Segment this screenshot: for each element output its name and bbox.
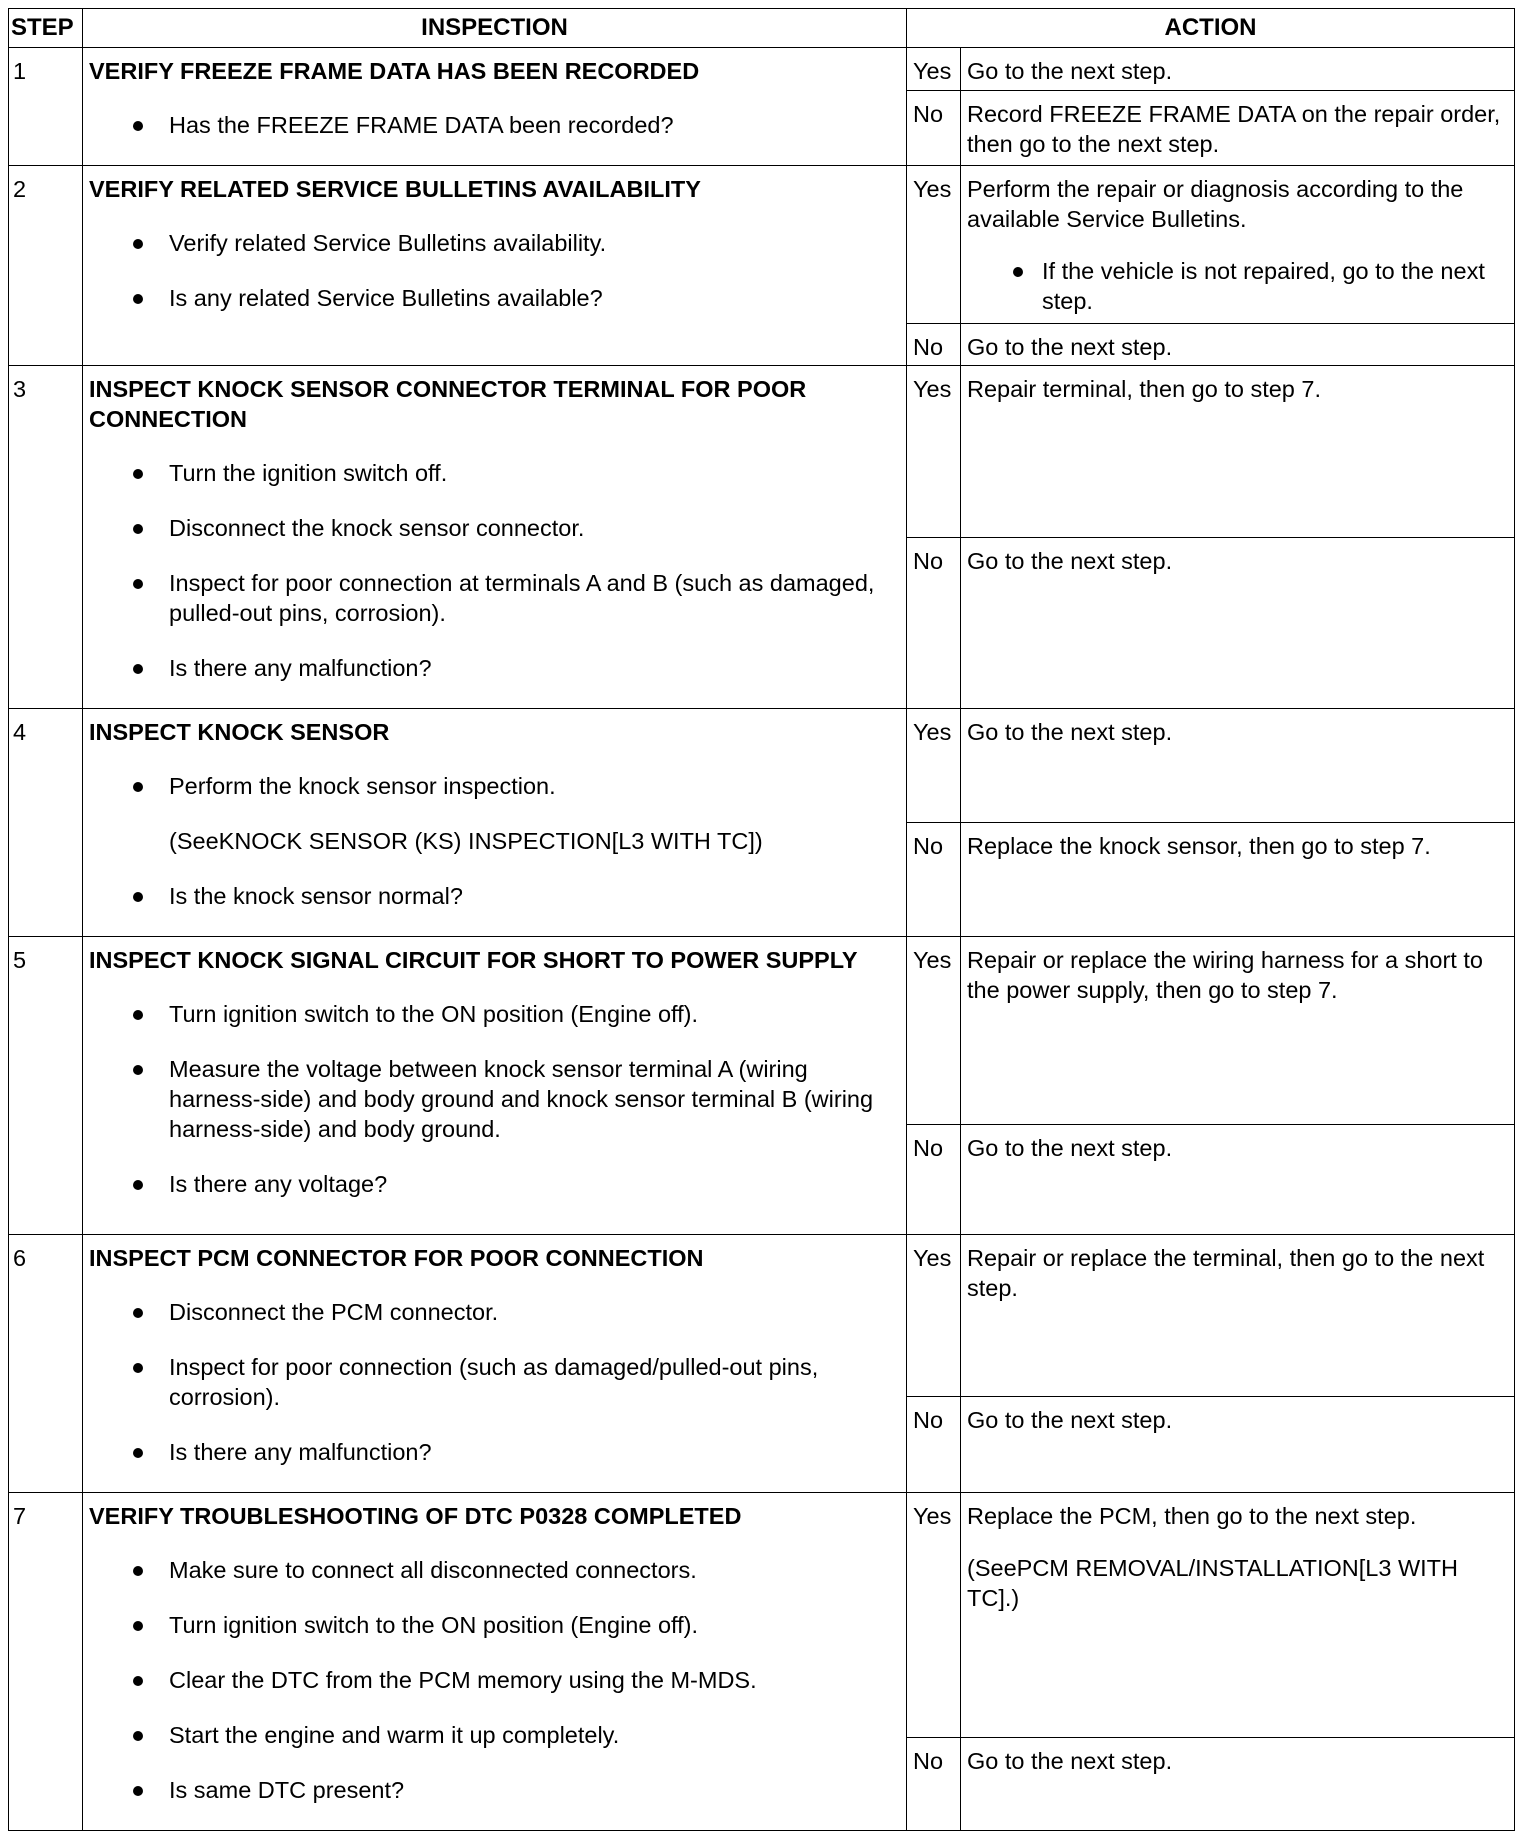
step-number: 7 (9, 1493, 83, 1831)
inspection-item: Is same DTC present? (89, 1775, 900, 1805)
inspection-item: Inspect for poor connection (such as damaged/pulled-out pins, corrosion). (89, 1352, 900, 1412)
yes-action-bullet: If the vehicle is not repaired, go to the next step. (967, 256, 1506, 316)
yes-action: Go to the next step. (961, 48, 1515, 91)
yes-action-cell (961, 1493, 1515, 1738)
inspection-item: Is there any malfunction? (89, 653, 900, 683)
no-action: Record FREEZE FRAME DATA on the repair order, then go to the next step. (961, 91, 1515, 166)
step-title: VERIFY FREEZE FRAME DATA HAS BEEN RECORDED (89, 58, 700, 84)
no-action: Go to the next step. (961, 1737, 1515, 1830)
inspection-header: INSPECTION (83, 9, 907, 48)
yes-action-cell (961, 166, 1515, 324)
no-action: Replace the knock sensor, then go to step 7. (961, 823, 1515, 937)
inspection-item: Is there any voltage? (89, 1169, 900, 1199)
yes-action: Repair or replace the terminal, then go to the next step. (961, 1235, 1515, 1397)
inspection-item: Has the FREEZE FRAME DATA been recorded? (89, 110, 900, 140)
inspection-cell (83, 937, 907, 1235)
step-number: 4 (9, 709, 83, 937)
diagnostic-procedure-table (8, 8, 1514, 1803)
action-header: ACTION (907, 9, 1515, 48)
yes-label: Yes (907, 166, 961, 324)
inspection-item: Make sure to connect all disconnected connectors. (89, 1555, 900, 1585)
no-label: No (907, 537, 961, 709)
inspection-cell (83, 366, 907, 709)
yes-label: Yes (907, 366, 961, 538)
step-title: VERIFY TROUBLESHOOTING OF DTC P0328 COMPLETED (89, 1503, 742, 1529)
step-title: VERIFY RELATED SERVICE BULLETINS AVAILABILITY (89, 176, 701, 202)
step-title: INSPECT KNOCK SENSOR (89, 719, 390, 745)
yes-action: Perform the repair or diagnosis according to the available Service Bulletins. (967, 176, 1464, 232)
step-7-yes-row (9, 1493, 1515, 1738)
inspection-item: Clear the DTC from the PCM memory using the M-MDS. (89, 1665, 900, 1695)
step-header: STEP (9, 9, 83, 48)
step-3-yes-row (9, 366, 1515, 538)
step-number: 1 (9, 48, 83, 166)
no-label: No (907, 823, 961, 937)
no-label: No (907, 91, 961, 166)
step-number: 6 (9, 1235, 83, 1493)
yes-label: Yes (907, 937, 961, 1125)
inspection-item: Perform the knock sensor inspection. (89, 771, 900, 801)
yes-action: Repair or replace the wiring harness for a short to the power supply, then go to step 7. (961, 937, 1515, 1125)
inspection-item: Disconnect the PCM connector. (89, 1297, 900, 1327)
yes-action: Replace the PCM, then go to the next step. (967, 1503, 1417, 1529)
step-5-yes-row (9, 937, 1515, 1125)
step-number: 3 (9, 366, 83, 709)
troubleshooting-table (8, 8, 1515, 1831)
inspection-cell (83, 1493, 907, 1831)
no-action: Go to the next step. (961, 1396, 1515, 1492)
header-row (9, 9, 1515, 48)
no-label: No (907, 1396, 961, 1492)
yes-label: Yes (907, 48, 961, 91)
step-2-yes-row (9, 166, 1515, 324)
step-title: INSPECT KNOCK SIGNAL CIRCUIT FOR SHORT TO POWER SUPPLY (89, 947, 858, 973)
inspection-item: Turn ignition switch to the ON position (Engine off). (89, 999, 900, 1029)
no-action: Go to the next step. (961, 537, 1515, 709)
inspection-item: Turn ignition switch to the ON position (Engine off). (89, 1610, 900, 1640)
no-label: No (907, 324, 961, 366)
inspection-item: Is any related Service Bulletins available? (89, 283, 900, 313)
step-number: 2 (9, 166, 83, 366)
inspection-item: Inspect for poor connection at terminals A and B (such as damaged, pulled-out pins, corrosion). (89, 568, 900, 628)
no-label: No (907, 1737, 961, 1830)
step-title: INSPECT PCM CONNECTOR FOR POOR CONNECTION (89, 1245, 704, 1271)
inspection-item: Is there any malfunction? (89, 1437, 900, 1467)
inspection-item: Start the engine and warm it up completely. (89, 1720, 900, 1750)
inspection-item: Verify related Service Bulletins availability. (89, 228, 900, 258)
yes-label: Yes (907, 709, 961, 823)
yes-action: Repair terminal, then go to step 7. (961, 366, 1515, 538)
inspection-cell (83, 1235, 907, 1493)
no-action: Go to the next step. (961, 324, 1515, 366)
inspection-item: Is the knock sensor normal? (89, 881, 900, 911)
inspection-cell (83, 709, 907, 937)
step-4-yes-row (9, 709, 1515, 823)
inspection-cell (83, 166, 907, 366)
step-1-yes-row (9, 48, 1515, 91)
no-label: No (907, 1125, 961, 1235)
yes-label: Yes (907, 1493, 961, 1738)
step-number: 5 (9, 937, 83, 1235)
inspection-item: Turn the ignition switch off. (89, 458, 900, 488)
reference-note: (SeePCM REMOVAL/INSTALLATION[L3 WITH TC].) (967, 1555, 1458, 1611)
yes-label: Yes (907, 1235, 961, 1397)
step-6-yes-row (9, 1235, 1515, 1397)
inspection-item: Measure the voltage between knock sensor terminal A (wiring harness-side) and body ground and knock sensor terminal B (wiring harness-side) and body ground. (89, 1054, 900, 1144)
step-title: INSPECT KNOCK SENSOR CONNECTOR TERMINAL FOR POOR CONNECTION (89, 376, 807, 432)
inspection-cell (83, 48, 907, 166)
reference-note: (SeeKNOCK SENSOR (KS) INSPECTION[L3 WITH TC]) (169, 828, 763, 854)
no-action: Go to the next step. (961, 1125, 1515, 1235)
inspection-item: Disconnect the knock sensor connector. (89, 513, 900, 543)
yes-action: Go to the next step. (961, 709, 1515, 823)
